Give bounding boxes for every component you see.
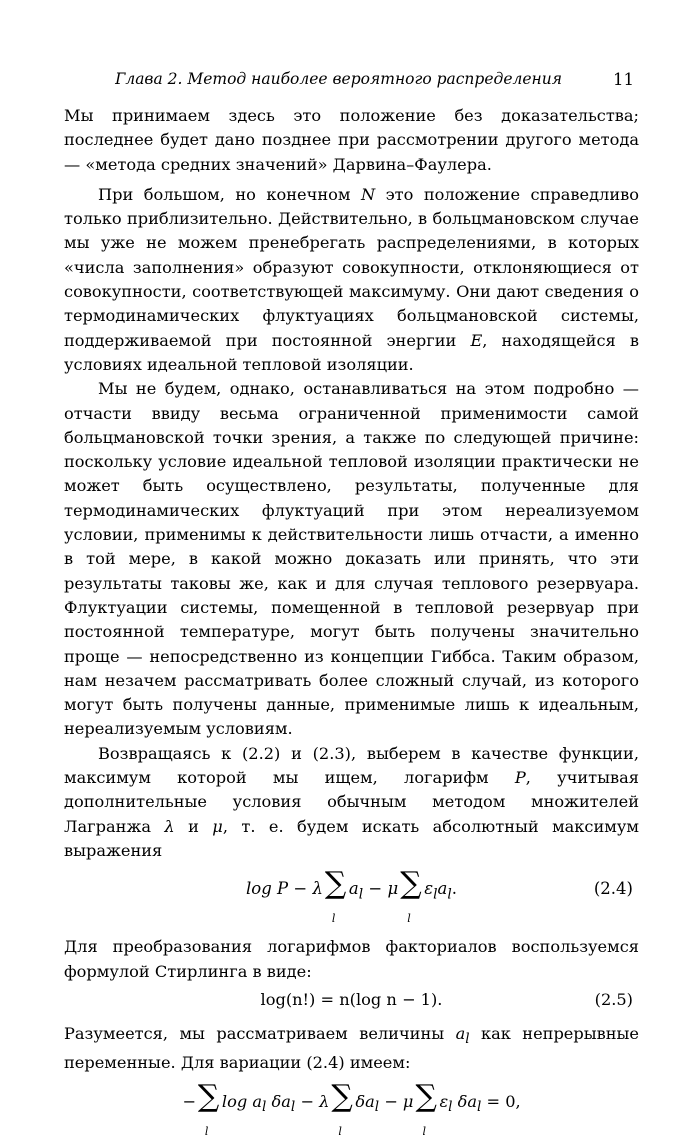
var-N: N — [360, 184, 376, 204]
chapter-title: Глава 2. Метод наиболее вероятного распределения — [115, 70, 562, 88]
page-body — [64, 104, 639, 1148]
paragraph-1: Мы принимаем здесь это положение без доказательства; последнее будет дано позднее при рассмотрении другого метода — «метода средних значений» Дарвина–Фаулера. — [64, 106, 639, 174]
equation-number: (2.4) — [593, 879, 633, 899]
running-header — [64, 70, 640, 94]
sum-symbol: ∑ l — [331, 1078, 353, 1138]
sum-symbol: ∑ l — [400, 866, 422, 926]
paragraph-2: При большом, но конечном N это положение справедливо только приблизительно. Действительно, в больцмановском случае мы уже не можем пренебрегать распределениями, в которых «числа заполнения» образуют совокупности, отклоняющиеся от совокупности, соответствующей максимуму. Они дают сведения о термодинамических флуктуациях больцмановской системы, поддерживаемой при постоянной энергии E, находящейся в условиях идеальной тепловой изоляции. — [64, 184, 639, 374]
var-E: E — [470, 330, 483, 350]
paragraph-5: Для преобразования логарифмов факториалов воспользуемся формулой Стирлинга в виде: — [64, 937, 639, 981]
equation-2-5: log(n!) = n(log n − 1). (2.5) — [64, 984, 639, 1016]
page-number: 11 — [613, 70, 634, 89]
var-mu: μ — [212, 816, 223, 836]
var-lambda: λ — [164, 816, 175, 836]
paragraph-6: Разумеется, мы рассматриваем величины $a_l$ как непрерывные переменные. Для вариации (2.4) имеем: — [64, 1023, 639, 1073]
equation-variation: − ∑ l $\log a_l$ $\delta a_l - \lambda$ ∑ l $\delta a_l - \mu$ ∑ l $\varepsilon_l$ $\delta a_l = 0$, — [182, 1078, 521, 1138]
sum-symbol: ∑ l — [324, 866, 347, 926]
sum-symbol: ∑ l — [197, 1078, 220, 1138]
paragraph-4: Возвращаясь к (2.2) и (2.3), выберем в качестве функции, максимум которой мы ищем, логарифм P, учитывая дополнительные условия обычным методом множителей Лагранжа λ и μ, т. е. будем искать абсолютный максимум выражения — [64, 743, 639, 860]
equation-number: (2.5) — [594, 989, 633, 1009]
var-P: P — [514, 768, 526, 788]
sum-symbol: ∑ l — [415, 1078, 437, 1138]
paragraph-3: Мы не будем, однако, останавливаться на этом подробно — отчасти ввиду весьма ограниченной применимости самой больцмановской точки зрения, а также по следующей причине: поскольку условие идеальной тепловой изоляции практически не может быть осуществлено, результаты, полученные для термодинамических флуктуаций при этом нереализуемом условии, применимы к действительности лишь отчасти, а именно в той мере, в какой можно доказать или принять, что эти результаты таковы же, как и для случая теплового резервуара. Флуктуации системы, помещенной в тепловой резервуар при постоянной температуре, могут быть получены значительно проще — непосредственно из концепции Гиббса. Таким образом, нам незачем рассматривать более сложный случай, из которого могут быть получены данные, применимые лишь к идеальным, нереализуемым условиям. — [64, 379, 639, 739]
equation-2-4: log P − λ ∑ l $a_l - \mu$ ∑ l $\varepsilon_la_l$. (2.4) — [246, 866, 633, 926]
